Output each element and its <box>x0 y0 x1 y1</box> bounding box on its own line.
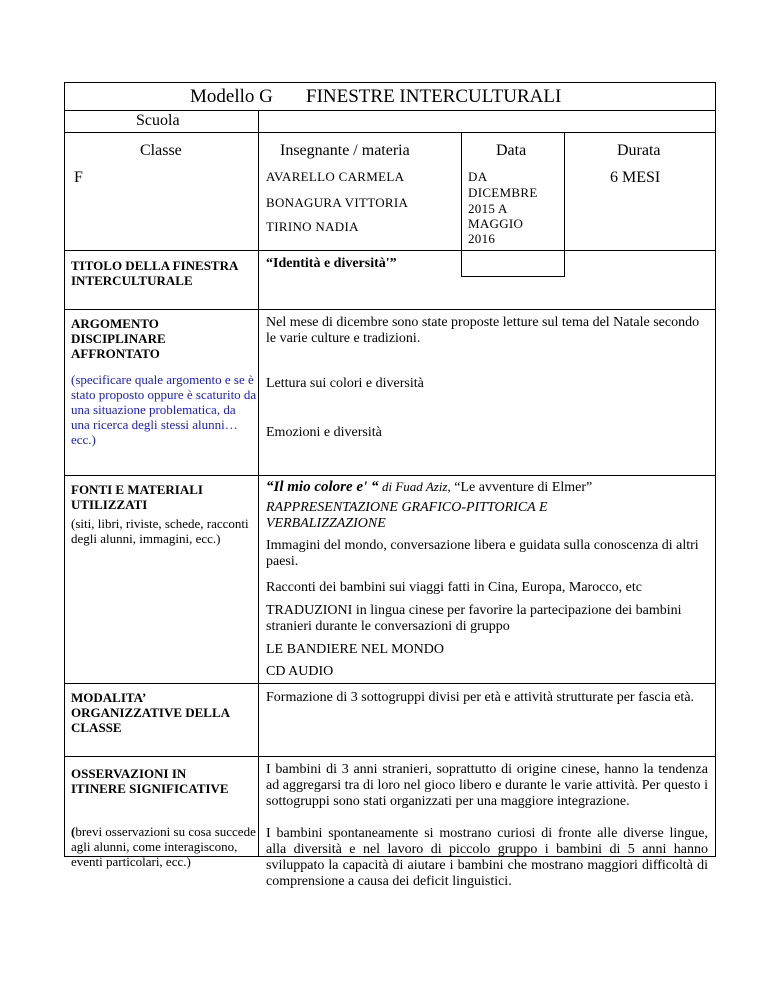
fonti-item: TRADUZIONI in lingua cinese per favorire la partecipazione dei bambini stranieri durante le conversazioni di gruppo <box>266 603 682 634</box>
rule <box>64 683 716 684</box>
classe-label: Classe <box>140 142 182 159</box>
fonti-item: Immagini del mondo, conversazione libera e guidata sulla conoscenza di altri paesi. <box>266 538 699 569</box>
book-title: “Il mio colore e' “ <box>266 479 379 495</box>
rule <box>258 110 259 857</box>
model-label: Modello G <box>190 86 273 107</box>
teacher-name: BONAGURA VITTORIA <box>266 195 409 210</box>
date-line: 2016 <box>468 231 496 246</box>
fonti-item: CD AUDIO <box>266 664 334 679</box>
osservazioni-note <box>71 824 257 869</box>
book-second: “Le avventure di Elmer” <box>454 480 593 495</box>
titolo-value: “Identità e diversità'” <box>266 256 397 271</box>
fonti-label: FONTI E MATERIALI UTILIZZATI <box>71 482 203 512</box>
data-label: Data <box>496 142 527 159</box>
page-title: FINESTRE INTERCULTURALI <box>306 86 562 107</box>
rule <box>64 475 716 476</box>
insegnante-label: Insegnante / materia <box>280 142 410 159</box>
modalita-value: Formazione di 3 sottogruppi divisi per età e attività strutturate per fascia età. <box>266 690 695 705</box>
rule <box>64 110 716 111</box>
fonti-books <box>266 479 592 496</box>
argomento-note: (specificare quale argomento e se è stato proposto oppure è scaturito da una situazione problematica, da una ricerca degli stessi alunni… ecc.) <box>71 372 257 447</box>
argomento-item: Lettura sui colori e diversità <box>266 376 424 391</box>
osservazioni-p1: I bambini di 3 anni stranieri, soprattutto di origine cinese, hanno la tendenza ad aggregarsi tra di loro nel gioco libero e durante le varie attività. Per questo i sottogruppi sono stati organizzati per una maggiore integrazione. <box>266 762 708 809</box>
teacher-name: AVARELLO CARMELA <box>266 169 405 184</box>
rule <box>461 276 565 277</box>
rule <box>64 756 716 757</box>
durata-value: 6 MESI <box>610 169 661 186</box>
fonti-note: (siti, libri, riviste, schede, racconti degli alunni, immagini, ecc.) <box>71 516 249 546</box>
osservazioni-p2: I bambini spontaneamente si mostrano curiosi di fronte alle diverse lingue, alla diversità e nel lavoro di piccolo gruppo i bambini di 5 anni hanno sviluppato la capacità di aiutare i bambini che mostrano maggiori difficoltà di comprensione a causa dei deficit linguistici. <box>266 826 708 889</box>
fonti-item: Racconti dei bambini sui viaggi fatti in Cina, Europa, Marocco, etc <box>266 580 642 595</box>
rule <box>64 309 716 310</box>
rule <box>64 132 716 133</box>
date-line: DA <box>468 169 488 184</box>
argomento-item: Nel mese di dicembre sono state proposte letture sul tema del Natale secondo le varie culture e tradizioni. <box>266 315 700 346</box>
date-line: DICEMBRE <box>468 185 538 200</box>
date-line: MAGGIO <box>468 216 524 231</box>
osservazioni-label: OSSERVAZIONI IN ITINERE SIGNIFICATIVE <box>71 766 229 796</box>
date-line: 2015 A <box>468 201 508 216</box>
book-author: di Fuad Aziz, <box>382 479 451 494</box>
classe-value: F <box>74 169 83 186</box>
rule <box>461 132 462 276</box>
argomento-label: ARGOMENTO DISCIPLINARE AFFRONTATO <box>71 316 166 361</box>
titolo-label: TITOLO DELLA FINESTRA INTERCULTURALE <box>71 258 238 288</box>
teacher-name: TIRINO NADIA <box>266 219 359 234</box>
modalita-label: MODALITA’ ORGANIZZATIVE DELLA CLASSE <box>71 690 230 735</box>
osservazioni-note-text: brevi osservazioni su cosa succede agli alunni, come interagiscono, eventi particolari, ecc.) <box>71 824 256 869</box>
scuola-label: Scuola <box>136 112 180 129</box>
durata-label: Durata <box>617 142 661 159</box>
argomento-item: Emozioni e diversità <box>266 425 382 440</box>
fonti-item: RAPPRESENTAZIONE GRAFICO-PITTORICA E VERBALIZZAZIONE <box>266 500 548 531</box>
fonti-item: LE BANDIERE NEL MONDO <box>266 642 444 657</box>
rule <box>64 250 716 251</box>
rule <box>564 132 565 276</box>
osservazioni-note-paren: ( <box>71 824 76 839</box>
